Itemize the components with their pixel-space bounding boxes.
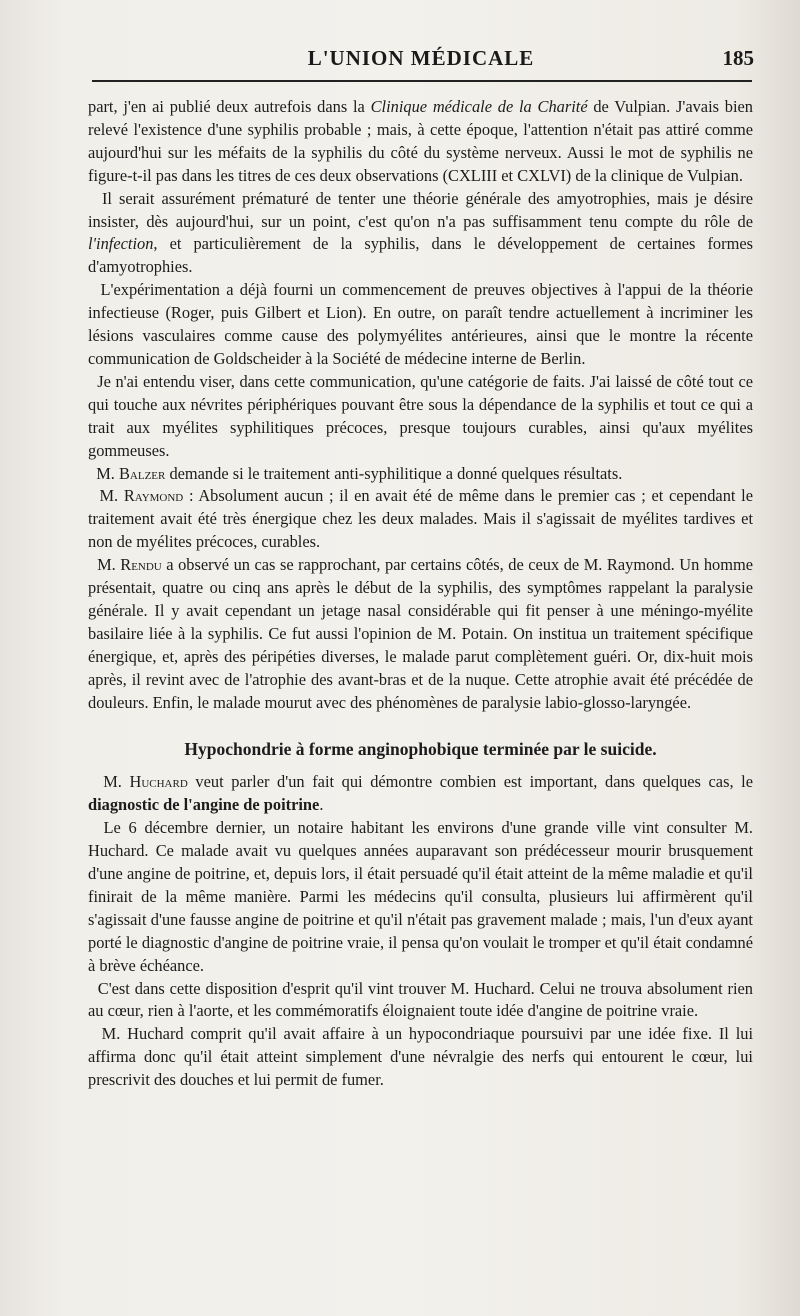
paragraph-1-start: part, j'en ai publié deux autrefois dans la: [88, 97, 371, 116]
speaker-balzer: M. Balzer: [96, 463, 166, 483]
paragraph-rendu: [88, 554, 753, 714]
section-title: Hypochondrie à forme anginophobique terminée par le suicide.: [184, 739, 657, 760]
paragraph-rendu-text: a observé un cas se rapprochant, par certains côtés, de ceux de M. Raymond. Un homme présentait, quatre ou cinq ans après le début de la syphilis, des symptômes rappelant la paralysie générale. Il y avait cependant un jetage nasal considérable qui fit penser à une méningo-myélite basilaire liée à la syphilis. Ce fut aussi l'opinion de M. Potain. On institua un traitement spécifique énergique, et, après des péripéties diverses, le malade parut complètement guéri. Or, dix-huit mois après, il revint avec de l'atrophie des avant-bras et de la nuque. Cette atrophie avait été précédée de douleurs. Enfin, le malade mourut avec des phénomènes de paralysie labio-glosso-laryngée.: [88, 555, 753, 712]
paragraph-4-text: Je n'ai entendu viser, dans cette communication, qu'une catégorie de faits. J'ai laissé de côté tout ce qui touche aux névrites périphériques pouvant être sous la dépendance de la syphilis et tout ce qui a trait aux myélites syphilitiques précoces, presque toujours curables, ainsi qu'aux myélites gommeuses.: [88, 371, 753, 460]
journal-title-clinique: Clinique médicale de la Charité: [370, 97, 588, 116]
paragraph-huchard: [88, 771, 753, 817]
paragraph-visit-text: C'est dans cette disposition d'esprit qu'il vint trouver M. Huchard. Celui ne trouva absolument rien au cœur, rien à l'aorte, et les commémoratifs éloignaient toute idée d'angine de poitrine vraie.: [88, 978, 753, 1021]
paragraph-2-start: Il serait assurément prématuré de tenter une théorie générale des amyotrophies, mais je désire insister, dès aujourd'hui, sur un point, c'est qu'on n'a pas suffisamment tenu compte du rôle de: [88, 188, 753, 231]
paragraph-3-text: L'expérimentation a déjà fourni un commencement de preuves objectives à l'appui de la théorie infectieuse (Roger, puis Gilbert et Lion). En outre, on paraît tendre actuellement à incriminer les lésions vasculaires comme cause des polymyélites antérieures, ainsi que le montre la récente communication de Goldscheider à la Société de médecine interne de Berlin.: [88, 280, 753, 368]
emphasis-infection: l'infection: [88, 234, 154, 254]
header-rule: [92, 80, 752, 82]
paragraph-raymond-text: Absolument aucun ; il en avait été de même dans le premier cas ; et cependant le traitement avait été très énergique chez les deux malades. Mais il s'agissait de myélites tardives et non de myélites précoces, curables.: [88, 486, 754, 552]
page-number: 185: [722, 46, 754, 70]
speaker-raymond: M. Raymond :: [99, 486, 194, 506]
paragraph-3: [88, 279, 753, 371]
paragraph-case-text: Le 6 décembre dernier, un notaire habitant les environs d'une grande ville vint consulter M. Huchard. Ce malade avait vu quelques années auparavant son prédécesseur mourir brusquement d'une angine de poitrine, et, depuis lors, il était persuadé qu'il était atteint de la même maladie et qu'il finirait de la même manière. Parmi les médecins qu'il consulta, plusieurs lui affirmèrent qu'il s'agissait d'une fausse angine de poitrine et qu'il n'était pas gravement malade ; mais, l'un d'eux ayant porté le diagnostic d'angine de poitrine vraie, il pensa qu'on voulait le tromper et qu'il était condamné à brève échéance.: [88, 818, 753, 975]
paragraph-1-rest: de Vulpian. J'avais bien relevé l'existence d'une syphilis probable ; mais, à cette époque, l'attention n'était pas attiré comme aujourd'hui sur les méfaits de la syphilis du côté du système nerveux. Aussi le mot de syphilis ne figure-t-il pas dans les titres de ces deux observations (CXLIII et CXLVI) de la clinique de Vulpian.: [88, 97, 753, 185]
running-title: L'UNION MÉDICALE: [307, 46, 535, 70]
paragraph-case: [88, 817, 753, 977]
speaker-huchard: M. Huchard: [103, 772, 188, 792]
paragraph-2: [88, 188, 753, 280]
paragraph-balzer-text: demande si le traitement anti-syphilitique a donné quelques résultats.: [165, 463, 623, 483]
paragraph-huchard-text: veut parler d'un fait qui démontre combien est important, dans quelques cas, le: [187, 772, 753, 792]
paragraph-4: [88, 371, 753, 463]
paragraph-1: [88, 96, 753, 188]
paragraph-conclusion: [88, 1023, 753, 1092]
paragraph-2-rest: , et particulièrement de la syphilis, dans le développement de certaines formes d'amyotrophies.: [88, 234, 753, 277]
paragraph-visit: [88, 978, 753, 1024]
article-body: [88, 96, 753, 1092]
paragraph-balzer: [88, 463, 753, 486]
speaker-rendu: M. Rendu: [97, 555, 162, 575]
emphasis-diagnostic: diagnostic de l'angine de poitrine: [88, 795, 320, 815]
paragraph-raymond: [88, 485, 753, 554]
paragraph-conclusion-text: M. Huchard comprit qu'il avait affaire à un hypocondriaque poursuivi par une idée fixe. Il lui affirma donc qu'il était atteint simplement d'une névralgie des nerfs qui entourent le cœur, lui prescrivit des douches et lui permit de fumer.: [88, 1024, 753, 1090]
paragraph-huchard-end: .: [319, 795, 324, 815]
page-header: [88, 44, 754, 74]
